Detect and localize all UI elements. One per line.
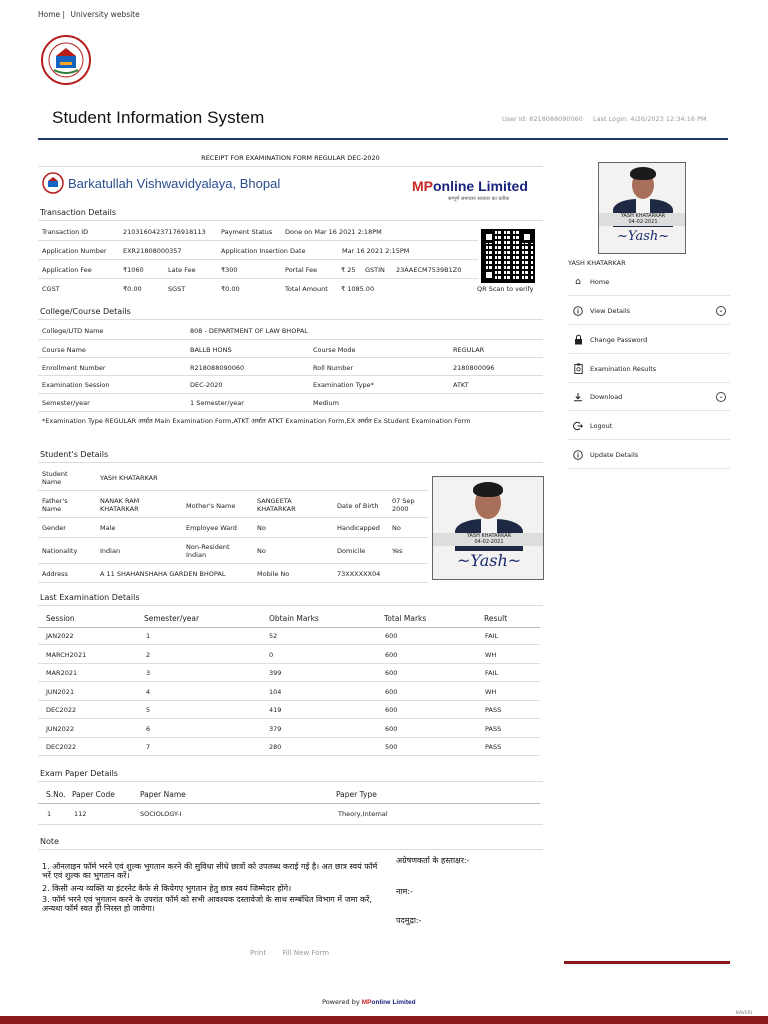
kaveri-label: KAVERI xyxy=(736,1011,753,1016)
divider xyxy=(38,605,543,606)
row-session: JUN2021 xyxy=(46,687,75,696)
application-number-label: Application Number xyxy=(42,247,107,255)
powered-by-label: Powered by xyxy=(322,998,360,1006)
sidebar-item-view-details[interactable] xyxy=(568,297,730,325)
exam-type-label: Examination Type* xyxy=(313,381,374,389)
handicapped-label: Handicapped xyxy=(337,524,380,532)
photo-caption xyxy=(433,533,544,546)
university-logo xyxy=(40,34,92,86)
sidebar-item-update-details[interactable] xyxy=(568,441,730,469)
mother-name: SANGEETA KHATARKAR xyxy=(257,497,296,513)
divider xyxy=(38,849,543,850)
lock-icon xyxy=(572,334,584,346)
enrollment-label: Enrollment Number xyxy=(42,364,106,372)
portal-fee-label: Portal Fee xyxy=(285,266,318,274)
student-name: YASH KHATARKAR xyxy=(100,474,158,482)
total-amount-label: Total Amount xyxy=(285,285,328,293)
mother-name-label: Mother's Name xyxy=(186,502,236,510)
chevron-down-icon[interactable]: ⌄ xyxy=(716,306,726,316)
row-semester: 7 xyxy=(146,743,151,751)
exam-type: ATKT xyxy=(453,381,469,389)
college-label: College/UTD Name xyxy=(42,327,104,335)
sidebar-item-label: View Details xyxy=(590,306,631,315)
portal-fee: ₹ 25 xyxy=(341,266,356,274)
transaction-id-label: Transaction ID xyxy=(42,228,89,236)
mponline-logo xyxy=(412,178,528,194)
sgst-label: SGST xyxy=(168,285,186,293)
row-total: 500 xyxy=(385,743,398,751)
row-result: WH xyxy=(485,687,497,696)
divider xyxy=(38,375,543,376)
col-header-paper-name: Paper Name xyxy=(140,790,186,799)
col-header-obtain: Obtain Marks xyxy=(269,614,319,623)
sidebar-item-label: Update Details xyxy=(590,450,639,459)
roll-number: 2180800096 xyxy=(453,364,495,372)
table-row-divider xyxy=(38,755,540,756)
paper-code: 112 xyxy=(74,810,87,818)
address-label: Address xyxy=(42,570,68,578)
sidebar-item-examination-results[interactable] xyxy=(568,355,730,383)
dob-label: Date of Birth xyxy=(337,502,379,510)
qr-caption: QR Scan to verify xyxy=(477,285,534,293)
sgst: ₹0.00 xyxy=(221,285,240,293)
divider xyxy=(38,563,428,564)
exam-type-footnote: *Examination Type REGULAR अर्थात Main Examination Form,ATKT अर्थात ATKT Examination Form,EX अर्थात Ex Student Examination Form xyxy=(42,417,471,425)
row-obtain: 280 xyxy=(269,743,282,751)
domicile: Yes xyxy=(392,547,403,555)
handicapped: No xyxy=(392,524,401,532)
semester: 1 Semester/year xyxy=(190,399,244,407)
course-mode-label: Course Mode xyxy=(313,346,356,354)
table-row-divider xyxy=(38,737,540,738)
student-name-label: Student Name xyxy=(42,470,68,486)
paper-type: Theory,Internal xyxy=(338,810,388,818)
college-name: 808 - DEPARTMENT OF LAW BHOPAL xyxy=(190,327,308,335)
divider xyxy=(38,259,478,260)
row-semester: 2 xyxy=(146,650,151,659)
sidebar-item-label: Logout xyxy=(590,421,613,430)
note-section-title: Note xyxy=(40,837,59,846)
row-semester: 5 xyxy=(146,706,151,714)
row-total: 600 xyxy=(385,687,398,696)
sidebar-item-download[interactable] xyxy=(568,383,730,411)
payment-status-label: Payment Status xyxy=(221,228,273,236)
row-semester: 4 xyxy=(146,687,151,696)
late-fee-label: Late Fee xyxy=(168,266,196,274)
divider xyxy=(38,803,540,804)
gstin: 23AAECM7539B1Z0 xyxy=(396,266,462,274)
mponline-tagline: सम्पूर्ण समाधान सरकार का प्रतीक xyxy=(448,196,510,202)
paper-name: SOCIOLOGY-I xyxy=(140,810,182,818)
footer-bar xyxy=(0,1016,768,1024)
application-fee-label: Application Fee xyxy=(42,266,92,274)
col-header-semester: Semester/year xyxy=(144,614,200,623)
cgst-label: CGST xyxy=(42,285,60,293)
chevron-down-icon[interactable]: ⌄ xyxy=(716,392,726,402)
logout-icon xyxy=(572,420,584,432)
divider xyxy=(38,166,543,167)
enrollment-number: R218088090060 xyxy=(190,364,245,372)
medium-label: Medium xyxy=(313,399,339,407)
domicile-label: Domicile xyxy=(337,547,366,555)
note-line-3: 3. फॉर्म भरने एवं भुगतान करने के उपरांत फॉर्म को सभी आवश्यक दस्तावेजो के साथ सम्बंधित विभाग में जमा करें, अन्यथा फॉर्म स्वत ही निरस्त हो जावेगा। xyxy=(42,895,372,913)
row-session: JAN2022 xyxy=(46,632,74,640)
top-nav xyxy=(38,10,140,19)
post-label: पदमुद्रा:- xyxy=(396,916,422,925)
col-header-result: Result xyxy=(484,614,508,623)
col-header-paper-code: Paper Code xyxy=(72,790,115,799)
exam-session-label: Examination Session xyxy=(42,381,110,389)
divider xyxy=(38,490,428,491)
divider xyxy=(38,781,543,782)
divider xyxy=(38,393,543,394)
row-semester: 6 xyxy=(146,724,151,733)
exam-paper-section-title: Exam Paper Details xyxy=(40,769,118,778)
divider xyxy=(38,537,428,538)
sidebar-item-label: Home xyxy=(590,277,610,286)
row-obtain: 104 xyxy=(269,687,282,696)
info-icon xyxy=(572,305,584,317)
col-header-session: Session xyxy=(46,614,75,623)
total-amount: ₹ 1085.00 xyxy=(341,285,375,293)
row-obtain: 0 xyxy=(269,650,274,659)
university-website-link[interactable]: University website xyxy=(70,10,140,19)
sidebar-item-label: Download xyxy=(590,392,623,401)
signature-label: अग्रेषणकर्ता के हस्ताक्षर:- xyxy=(396,856,470,865)
qr-code-icon[interactable] xyxy=(481,229,535,283)
sidebar-item-change-password[interactable] xyxy=(568,326,730,354)
online-text: online Limited xyxy=(433,178,528,194)
photo-caption-date: 04-02-2021 xyxy=(628,219,658,225)
mp-text: MP xyxy=(412,178,433,194)
transaction-section-title: Transaction Details xyxy=(40,208,117,217)
payment-status: Done on Mar 16 2021 2:18PM xyxy=(285,228,382,236)
paper-sno: 1 xyxy=(47,810,52,818)
row-result: PASS xyxy=(485,706,502,714)
last-exam-section-title: Last Examination Details xyxy=(40,593,140,602)
row-obtain: 419 xyxy=(269,706,282,714)
last-login: Last Login: 4/26/2023 12:34:16 PM xyxy=(593,115,707,123)
col-header-sno: S.No. xyxy=(46,790,66,799)
nationality-label: Nationality xyxy=(42,547,78,555)
fill-new-form-link[interactable]: Fill New Form xyxy=(282,949,330,957)
exam-session: DEC-2020 xyxy=(190,381,223,389)
row-session: MAR2021 xyxy=(46,669,78,677)
row-total: 600 xyxy=(385,650,398,659)
father-name: NANAK RAM KHATARKAR xyxy=(100,497,140,513)
note-line-2: 2. किसी अन्य व्यक्ति या इंटरनेट कैफे से कियेगए भुगतान हेतु छात्र स्वयं जिम्मेदार होंगे। xyxy=(42,884,292,893)
row-session: DEC2022 xyxy=(46,706,77,714)
row-session: MARCH2021 xyxy=(46,650,87,659)
footer-links xyxy=(250,949,343,957)
signature: ~Yash~ xyxy=(457,551,522,570)
late-fee: ₹300 xyxy=(221,266,238,274)
sidebar-item-label: Examination Results xyxy=(590,364,657,373)
divider xyxy=(38,319,543,320)
user-id: User Id: 8218088090060 xyxy=(502,115,583,123)
photo-caption-date: 04-02-2021 xyxy=(474,539,504,545)
row-result: FAIL xyxy=(485,669,499,677)
gstin-label: GSTIN xyxy=(365,266,385,274)
bu-emblem-icon xyxy=(42,172,64,194)
dob: 07 Sep 2000 xyxy=(392,497,415,513)
divider xyxy=(38,220,543,221)
name-label: नाम:- xyxy=(396,887,413,896)
course-label: Course Name xyxy=(42,346,86,354)
gender-label: Gender xyxy=(42,524,66,532)
nationality: Indian xyxy=(100,547,121,555)
row-session: JUN2022 xyxy=(46,724,75,733)
signature: ~Yash~ xyxy=(617,229,670,244)
row-session: DEC2022 xyxy=(46,743,77,751)
divider xyxy=(38,462,543,463)
divider xyxy=(38,582,428,583)
divider xyxy=(38,411,543,412)
note-line-1: 1. ऑनलाइन फॉर्म भरने एवं शुल्क भुगतान करने की सुविधा सीधे छात्रों को उपलब्ध कराई गई है। अत छात्र स्वयं फॉर्म भरें एवं शुल्क का भुगतान करें। xyxy=(42,862,378,880)
employee-ward: No xyxy=(257,524,266,532)
row-total: 600 xyxy=(385,724,398,733)
col-header-total: Total Marks xyxy=(384,614,427,623)
application-fee: ₹1060 xyxy=(123,266,144,274)
table-row-divider xyxy=(38,644,540,645)
row-obtain: 399 xyxy=(269,669,282,677)
download-icon xyxy=(572,391,584,403)
nri: No xyxy=(257,547,266,555)
row-result: PASS xyxy=(485,724,502,733)
sidebar-item-logout[interactable] xyxy=(568,412,730,440)
row-semester: 3 xyxy=(146,669,151,677)
divider xyxy=(38,339,543,340)
clipboard-icon xyxy=(572,363,584,375)
mobile: 73XXXXXX04 xyxy=(337,570,381,578)
table-row-divider xyxy=(38,681,540,682)
table-row-divider xyxy=(38,718,540,719)
application-number: EXR21808000357 xyxy=(123,247,182,255)
insertion-date: Mar 16 2021 2:15PM xyxy=(342,247,410,255)
photo-caption xyxy=(599,213,686,226)
row-total: 600 xyxy=(385,706,398,714)
student-section-title: Student's Details xyxy=(40,450,109,459)
cgst: ₹0.00 xyxy=(123,285,142,293)
sidebar-item-home[interactable] xyxy=(568,268,730,296)
nri-label: Non-Resident Indian xyxy=(186,543,230,559)
photo-caption-name: YASH KHATARKAR xyxy=(466,533,512,539)
father-name-label: Father's Name xyxy=(42,497,68,513)
page-title: Student Information System xyxy=(52,108,265,127)
semester-label: Semester/year xyxy=(42,399,90,407)
photo-hair xyxy=(473,482,503,497)
divider xyxy=(38,278,478,279)
course-name: BALLB HONS xyxy=(190,346,232,354)
university-name: Barkatullah Vishwavidyalaya, Bhopal xyxy=(68,176,281,191)
user-info xyxy=(502,115,715,123)
sidebar-item-label: Change Password xyxy=(590,335,648,344)
table-row-divider xyxy=(38,663,540,664)
sidebar-bottom-bar xyxy=(564,961,730,964)
photo-hair xyxy=(630,167,656,180)
powered-mp: MP xyxy=(361,999,372,1006)
nav-separator: | xyxy=(62,10,66,19)
mobile-label: Mobile No xyxy=(257,570,290,578)
photo-caption-name: YASH KHATARKAR xyxy=(620,213,666,219)
student-photo xyxy=(432,476,544,580)
row-result: PASS xyxy=(485,743,502,751)
col-header-paper-type: Paper Type xyxy=(336,790,377,799)
divider xyxy=(38,357,543,358)
row-result: FAIL xyxy=(485,632,499,640)
row-semester: 1 xyxy=(146,632,151,640)
row-obtain: 379 xyxy=(269,724,282,733)
row-total: 600 xyxy=(385,669,398,677)
row-total: 600 xyxy=(385,632,398,640)
transaction-id: 21031604237176918113 xyxy=(123,228,206,236)
employee-ward-label: Employee Ward xyxy=(186,524,237,532)
divider xyxy=(38,240,478,241)
row-obtain: 52 xyxy=(269,632,278,640)
print-link[interactable]: Print xyxy=(250,949,267,957)
divider xyxy=(38,627,540,628)
row-result: WH xyxy=(485,650,497,659)
powered-by xyxy=(322,998,416,1006)
home-link[interactable]: Home xyxy=(38,10,61,19)
gender: Male xyxy=(100,524,116,532)
home-icon: ⌂ xyxy=(575,276,581,287)
sidebar-student-name: YASH KHATARKAR xyxy=(568,259,626,267)
roll-number-label: Roll Number xyxy=(313,364,353,372)
powered-online: online Limited xyxy=(371,999,416,1006)
insertion-date-label: Application Insertion Date xyxy=(221,247,306,255)
table-row-divider xyxy=(38,700,540,701)
divider xyxy=(38,824,543,825)
divider xyxy=(38,517,428,518)
receipt-title: RECEIPT FOR EXAMINATION FORM REGULAR DEC-2020 xyxy=(201,154,380,162)
college-section-title: College/Course Details xyxy=(40,307,131,316)
course-mode: REGULAR xyxy=(453,346,485,354)
info-icon xyxy=(572,449,584,461)
sidebar-photo xyxy=(598,162,686,254)
header-divider xyxy=(38,138,728,140)
address: A 11 SHAHANSHAHA GARDEN BHOPAL xyxy=(100,570,226,578)
